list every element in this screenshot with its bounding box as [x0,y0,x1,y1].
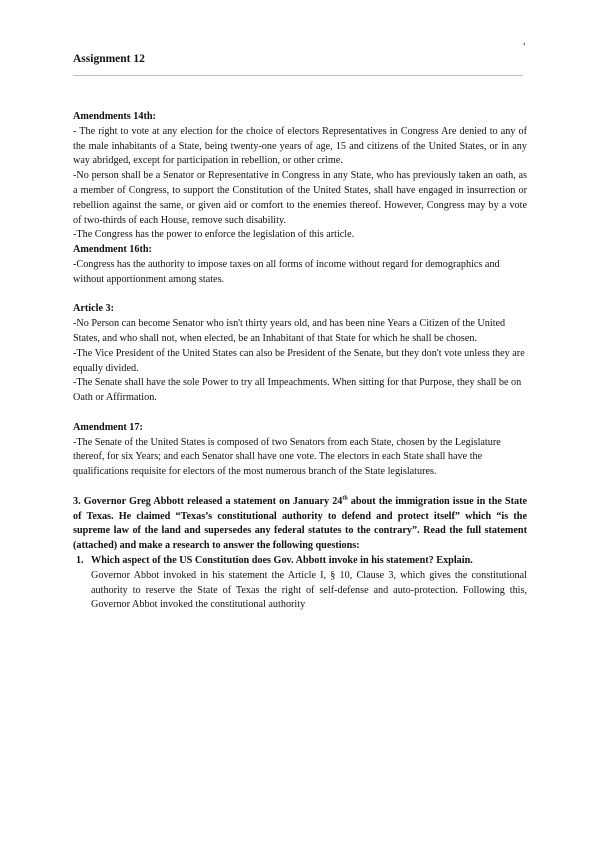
sub-question-text: Which aspect of the US Constitution does Gov. Abbott invoke in his statement? Explain. [91,554,473,566]
amendment-16-section [73,243,527,287]
article-3-section [73,302,527,406]
article-3-paragraph-3: -The Senate shall have the sole Power to try all Impeachments. When sitting for that Purpose, they shall be on Oath or Affirmation. [73,377,522,404]
amendment-14-paragraph-3: -The Congress has the power to enforce the legislation of this article. [73,229,355,241]
corner-mark: , [523,36,526,47]
sub-question-number: 1. [76,554,84,566]
amendment-14-heading: Amendments 14th: [73,111,156,122]
section-spacer [73,480,527,495]
amendment-17-heading: Amendment 17: [73,421,143,433]
question-3-text-part-1: 3. Governor Greg Abbott released a statement on January 24 [73,495,343,507]
header-divider [73,75,523,76]
question-3-text-part-2: about the immigration issue in the State of Texas. He claimed “Texas’s constitutional authority to defend and protect itself” which “is the supreme law of the land and supersedes any federal statutes to the contrary”. Read the full statement (attached) and make a research to answer the following questions: [73,495,527,552]
article-3-paragraph-1: -No Person can become Senator who isn't thirty years old, and has been nine Years a Citizen of the United States, and who shall not, when elected, be an Inhabitant of that State for which he shall be chosen. [73,318,506,344]
question-3-heading [73,495,527,554]
list-item [73,554,527,613]
sub-question-list [73,554,527,613]
amendment-16-heading: Amendment 16th: [73,244,152,256]
question-3-superscript: th [342,495,348,502]
article-3-heading: Article 3: [73,303,115,315]
section-spacer [73,288,527,303]
document-body [73,110,527,613]
amendment-16-paragraph-1: -Congress has the authority to impose taxes on all forms of income without regard for demographics and without apportionment among states. [73,258,500,285]
amendment-17-section [73,421,527,480]
amendment-14-section [73,110,527,243]
question-3-section [73,495,527,613]
amendment-14-paragraph-1: - The right to vote at any election for the choice of electors Representatives in Congress Are denied to any of the male inhabitants of a State, being twenty-one years of age, 15 and citizens of the United States, or in any way abridged, except for participation in rebellion, or other crime. [73,125,527,167]
amendment-17-paragraph-1: -The Senate of the United States is composed of two Senators from each State, chosen by the Legislature thereof, for six Years; and each Senator shall have one vote. The electors in each State shall have the qualifications requisite for electors of the most numerous branch of the State legislatures. [73,436,501,478]
sub-question-answer: Governor Abbot invoked in his statement the Article I, § 10, Clause 3, which gives the constitutional authority to reserve the State of Texas the right of self-defense and auto-protection. Following this, Governor Abbot invoked the constitutional authority [91,569,527,611]
amendment-14-paragraph-2: -No person shall be a Senator or Representative in Congress in any State, who has previously taken an oath, as a member of Congress, to support the Constitution of the United States, shall have engaged in insurrection or rebellion against the same, or given aid or comfort to the enemies thereof. However, Congress may by a vote of two-thirds of each House, remove such disability. [73,170,527,226]
article-3-paragraph-2: -The Vice President of the United States can also be President of the Senate, but they don't vote unless they are equally divided. [73,347,525,374]
section-spacer [73,406,527,421]
document-title: Assignment 12 [73,53,145,65]
